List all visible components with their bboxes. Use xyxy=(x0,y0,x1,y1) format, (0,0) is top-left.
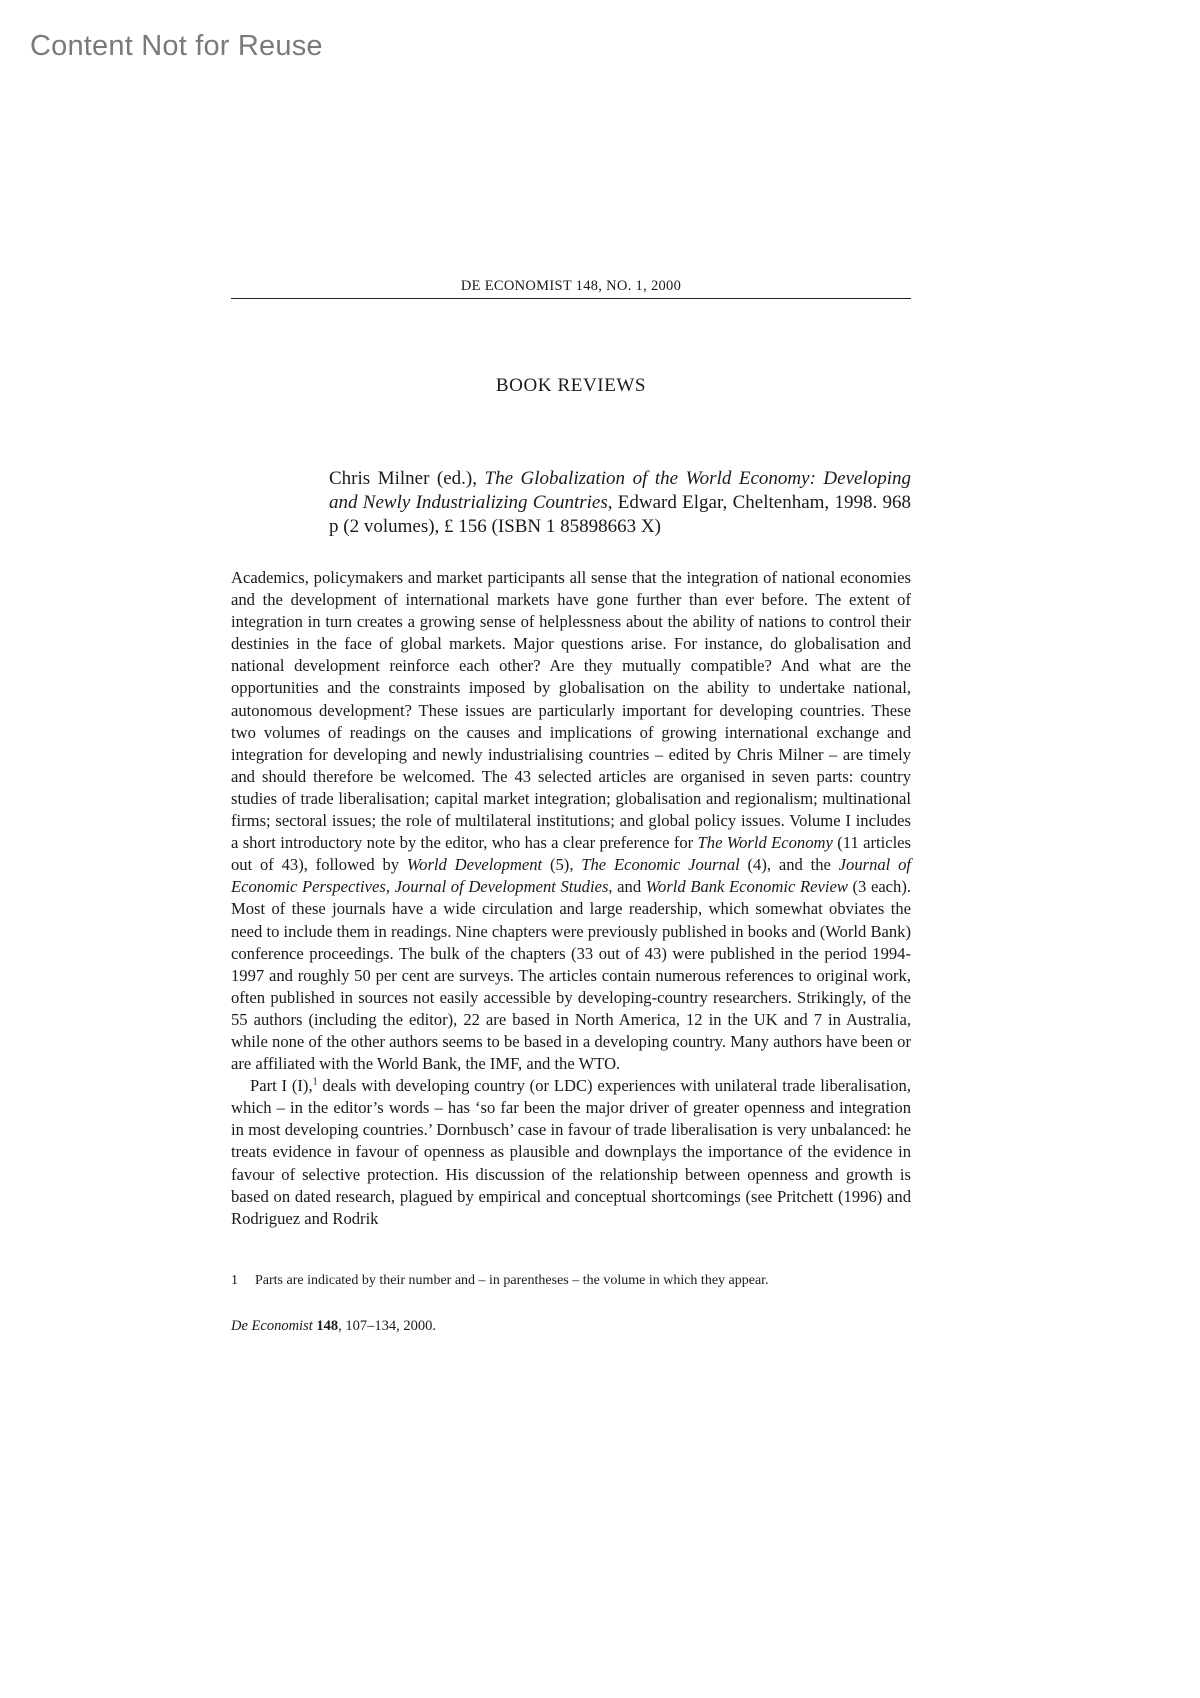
journal-name: World Development xyxy=(406,855,543,875)
page-content xyxy=(231,278,911,1335)
citation-title: The Globalization of the World Economy: Developing and Newly Industrializing Countries xyxy=(329,468,911,513)
journal-name: Journal of Economic Perspectives, Journal of Development Studies xyxy=(231,855,911,897)
source-line xyxy=(231,1318,911,1335)
text-run: Academics, policymakers and market participants all sense that the integration of national economies and the development of international markets have gone further than ever before. The extent of integration in turn creates a growing sense of helplessness about the ability of nations to control their destinies in the face of global markets. Major questions arise. For instance, do globalisation and national development reinforce each other? Are they mutually compatible? And what are the opportunities and the constraints imposed by globalisation on the ability to undertake national, autonomous development? These issues are particularly important for developing countries. These two volumes of readings on the causes and implications of growing international exchange and integration for developing and newly industrialising countries – edited by Chris Milner – are timely and should therefore be welcomed. The 43 selected articles are organised in seven parts: country studies of trade liberalisation; capital market integration; globalisation and regionalism; multinational firms; sectoral issues; the role of multilateral institutions; and global policy issues. Volume I includes a short introductory note by the editor, who has a clear preference for xyxy=(231,568,911,853)
source-pages-year: , 107–134, 2000. xyxy=(338,1317,436,1334)
review-body xyxy=(231,567,911,1230)
text-run: Part I (I), xyxy=(250,1076,313,1096)
text-run: deals with developing country (or LDC) experiences with unilateral trade liberalisation, which – in the editor’s words – has ‘so far been the major driver of greater openness and integration in most developing countries.’ Dornbusch’ case in favour of trade liberalisation is very unbalanced: he treats evidence in favour of openness as plausible and downplays the importance of the evidence in favour of selective protection. His discussion of the relationship between openness and growth is based on dated research, plagued by empirical and conceptual shortcomings (see Pritchett (1996) and Rodriguez and Rodrik xyxy=(231,1076,912,1228)
text-run: (4), and the xyxy=(739,855,839,875)
running-head: DE ECONOMIST 148, NO. 1, 2000 xyxy=(231,278,911,299)
footnote-number: 1 xyxy=(231,1272,238,1288)
paragraph-1 xyxy=(231,567,911,1075)
text-run: (11 articles out of 43), followed by xyxy=(231,833,912,875)
watermark: Content Not for Reuse xyxy=(30,30,323,62)
paragraph-2 xyxy=(231,1075,911,1230)
text-run: (3 each). Most of these journals have a wide circulation and large readership, which somewhat obviates the need to include them in readings. Nine chapters were previously published in books and (World Bank) conference proceedings. The bulk of the chapters (33 out of 43) were published in the period 1994-1997 and roughly 50 per cent are surveys. The articles contain numerous references to original work, often published in sources not easily accessible by developing-country researchers. Strikingly, of the 55 authors (including the editor), 22 are based in North America, 12 in the UK and 7 in Australia, while none of the other authors seems to be based in a developing country. Many authors have been or are affiliated with the World Bank, the IMF, and the WTO. xyxy=(231,877,912,1074)
section-title: BOOK REVIEWS xyxy=(495,375,647,396)
journal-name: The Economic Journal xyxy=(581,855,740,875)
footnote-text: Parts are indicated by their number and – in parentheses – the volume in which they appear. xyxy=(255,1272,769,1288)
source-journal: De Economist xyxy=(231,1317,313,1334)
journal-name: World Bank Economic Review xyxy=(645,877,848,897)
footnote xyxy=(231,1272,911,1290)
book-citation xyxy=(329,467,911,539)
footnote-reference: 1 xyxy=(312,1076,318,1088)
text-run: , and xyxy=(608,877,646,897)
source-volume: 148 xyxy=(316,1317,339,1334)
citation-publisher: , Edward Elgar, Cheltenham, 1998. 968 p (2 volumes), £ 156 (ISBN 1 85898663 X) xyxy=(329,492,911,537)
text-run: (5), xyxy=(542,855,582,875)
journal-name: The World Economy xyxy=(697,833,833,853)
citation-author: Chris Milner (ed.), xyxy=(329,468,485,489)
